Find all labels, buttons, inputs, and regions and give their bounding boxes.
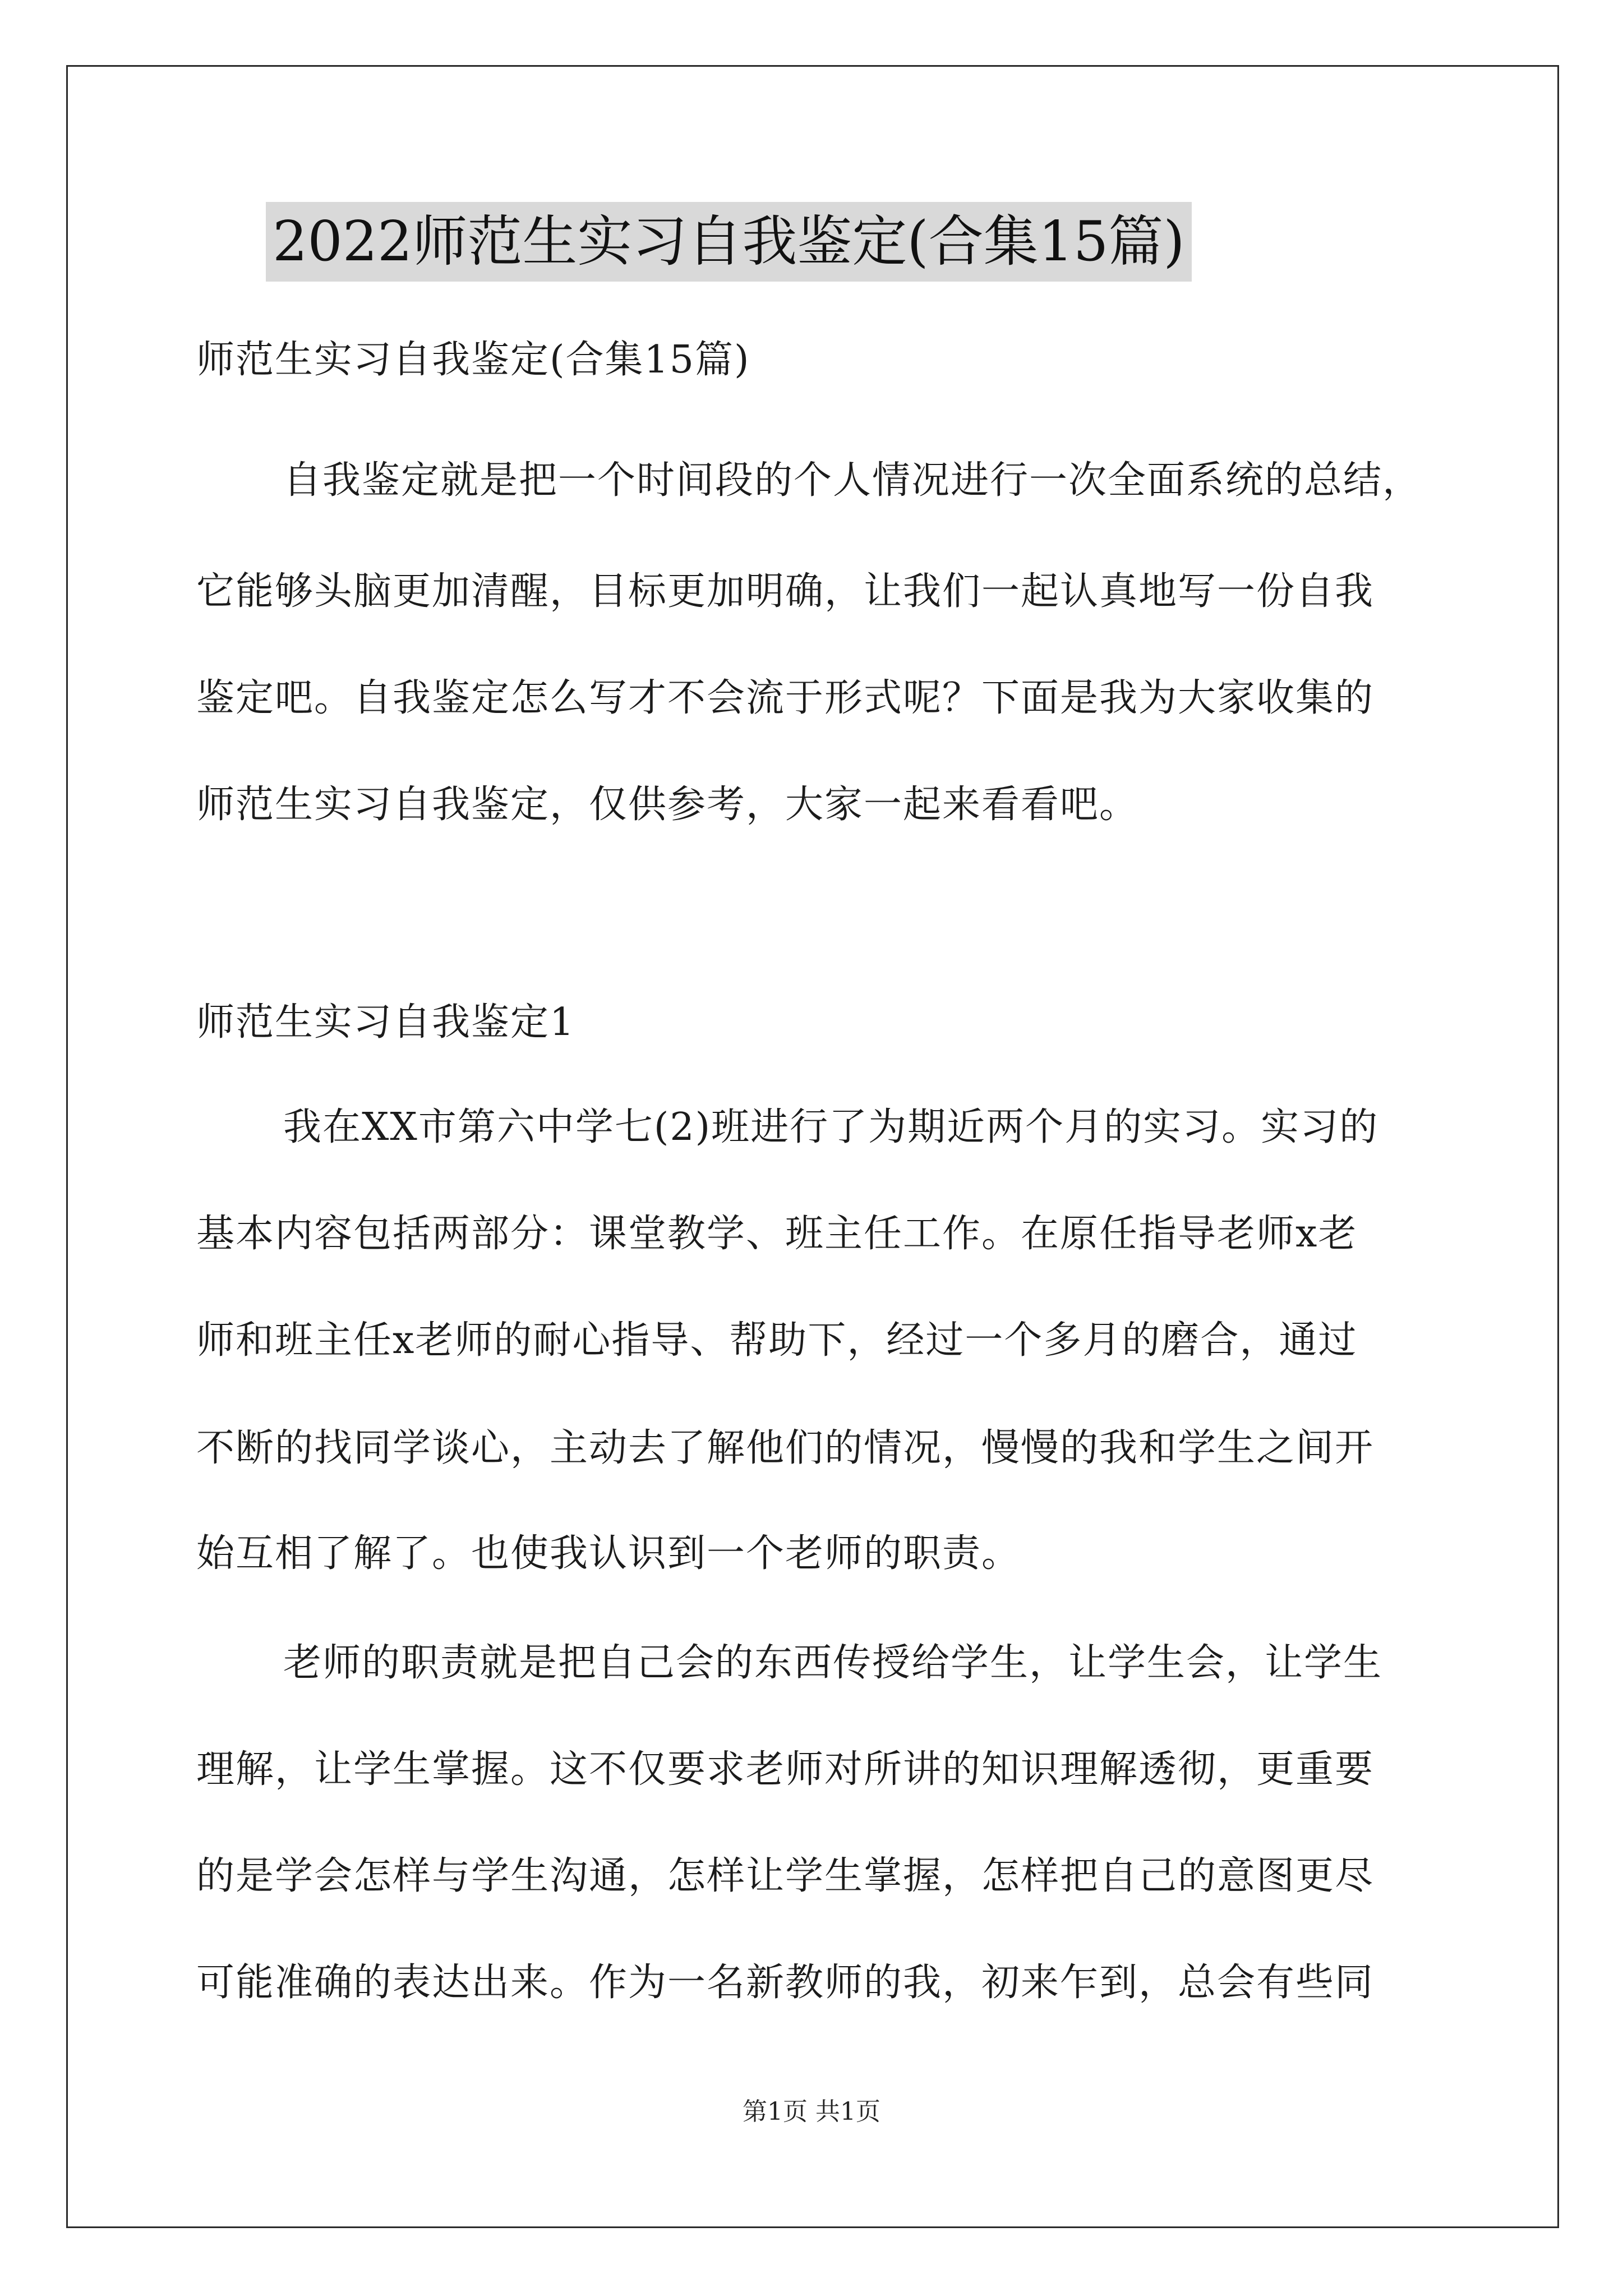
document-subtitle: 师范生实习自我鉴定(合集15篇) <box>196 338 750 382</box>
paragraph-line: 始互相了解了。也使我认识到一个老师的职责。 <box>196 1531 1021 1576</box>
document-title: 2022师范生实习自我鉴定(合集15篇) <box>266 202 1192 282</box>
page-number: 第1页 共1页 <box>743 2097 880 2126</box>
paragraph-line: 师和班主任x老师的耐心指导、帮助下，经过一个多月的磨合，通过 <box>196 1318 1358 1363</box>
intro-line: 自我鉴定就是把一个时间段的个人情况进行一次全面系统的总结， <box>283 458 1422 503</box>
paragraph-line: 我在XX市第六中学七(2)班进行了为期近两个月的实习。实习的 <box>283 1105 1379 1149</box>
paragraph-line: 基本内容包括两部分：课堂教学、班主任工作。在原任指导老师x老 <box>196 1212 1358 1256</box>
intro-line: 它能够头脑更加清醒，目标更加明确，让我们一起认真地写一份自我 <box>196 569 1375 614</box>
paragraph-line: 老师的职责就是把自己会的东西传授给学生，让学生会，让学生 <box>283 1641 1383 1685</box>
section-heading: 师范生实习自我鉴定1 <box>196 1000 575 1045</box>
paragraph-line: 理解，让学生掌握。这不仅要求老师对所讲的知识理解透彻，更重要 <box>196 1747 1375 1792</box>
paragraph-line: 不断的找同学谈心，主动去了解他们的情况，慢慢的我和学生之间开 <box>196 1426 1375 1470</box>
intro-line: 鉴定吧。自我鉴定怎么写才不会流于形式呢？下面是我为大家收集的 <box>196 676 1375 720</box>
intro-line: 师范生实习自我鉴定，仅供参考，大家一起来看看吧。 <box>196 783 1139 827</box>
paragraph-line: 可能准确的表达出来。作为一名新教师的我，初来乍到，总会有些同 <box>196 1961 1375 2005</box>
paragraph-line: 的是学会怎样与学生沟通，怎样让学生掌握，怎样把自己的意图更尽 <box>196 1854 1375 1898</box>
